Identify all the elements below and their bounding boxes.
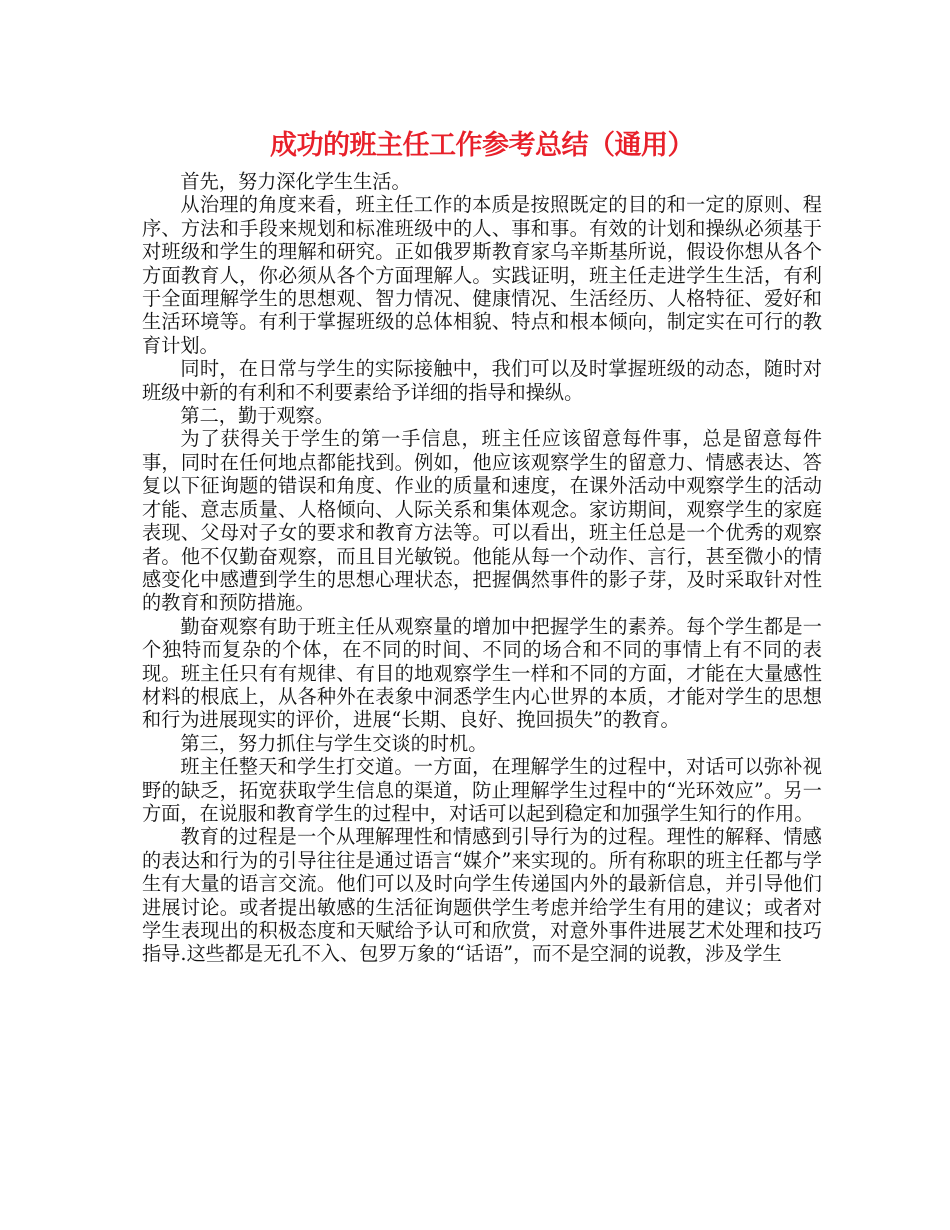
- document-body: [142, 170, 822, 966]
- document-title: 成功的班主任工作参考总结（通用）: [270, 130, 694, 161]
- paragraph: 从治理的角度来看，班主任工作的本质是按照既定的目的和一定的原则、程序、方法和手段来规划和标准班级中的人、事和事。有效的计划和操纵必须基于对班级和学生的理解和研究。正如俄罗斯教育家乌辛斯基所说，假设你想从各个方面教育人，你必须从各个方面理解人。实践证明，班主任走进学生生活，有利于全面理解学生的思想观、智力情况、健康情况、生活经历、人格特征、爱好和生活环境等。有利于掌握班级的总体相貌、特点和根本倾向，制定实在可行的教育计划。: [142, 193, 822, 357]
- paragraph: 第三，努力抓住与学生交谈的时机。: [180, 731, 488, 755]
- document-page: [142, 126, 822, 966]
- paragraph: 为了获得关于学生的第一手信息，班主任应该留意每件事，总是留意每件事，同时在任何地点都能找到。例如，他应该观察学生的留意力、情感表达、答复以下征询题的错误和角度、作业的质量和速度，在课外活动中观察学生的活动才能、意志质量、人格倾向、人际关系和集体观念。家访期间，观察学生的家庭表现、父母对子女的要求和教育方法等。可以看出，班主任总是一个优秀的观察者。他不仅勤奋观察，而且目光敏锐。他能从每一个动作、言行，甚至微小的情感变化中感遭到学生的思想心理状态，把握偶然事件的影子芽，及时采取针对性的教育和预防措施。: [142, 427, 822, 615]
- paragraph: 同时，在日常与学生的实际接触中，我们可以及时掌握班级的动态，随时对班级中新的有利和不利要素给予详细的指导和操纵。: [142, 357, 822, 404]
- paragraph: 首先，努力深化学生生活。: [180, 170, 411, 193]
- paragraph: 教育的过程是一个从理解理性和情感到引导行为的过程。理性的解释、情感的表达和行为的引导往往是通过语言“媒介”来实现的。所有称职的班主任都与学生有大量的语言交流。他们可以及时向学生传递国内外的最新信息，并引导他们进展讨论。或者提出敏感的生活征询题供学生考虑并给学生有用的建议；或者对学生表现出的积极态度和天赋给予认可和欣赏，对意外事件进展艺术处理和技巧指导.这些都是无孔不入、包罗万象的“话语”，而不是空洞的说教，涉及学生: [142, 825, 822, 966]
- paragraph: 第二，勤于观察。: [180, 404, 334, 428]
- paragraph: 班主任整天和学生打交道。一方面，在理解学生的过程中，对话可以弥补视野的缺乏，拓宽获取学生信息的渠道，防止理解学生过程中的“光环效应”。另一方面，在说服和教育学生的过程中，对话可以起到稳定和加强学生知行的作用。: [142, 755, 822, 825]
- paragraph: 勤奋观察有助于班主任从观察量的增加中把握学生的素养。每个学生都是一个独特而复杂的个体，在不同的时间、不同的场合和不同的事情上有不同的表现。班主任只有有规律、有目的地观察学生一样和不同的方面，才能在大量感性材料的根底上，从各种外在表象中洞悉学生内心世界的本质，才能对学生的思想和行为进展现实的评价，进展“长期、良好、挽回损失”的教育。: [142, 614, 822, 732]
